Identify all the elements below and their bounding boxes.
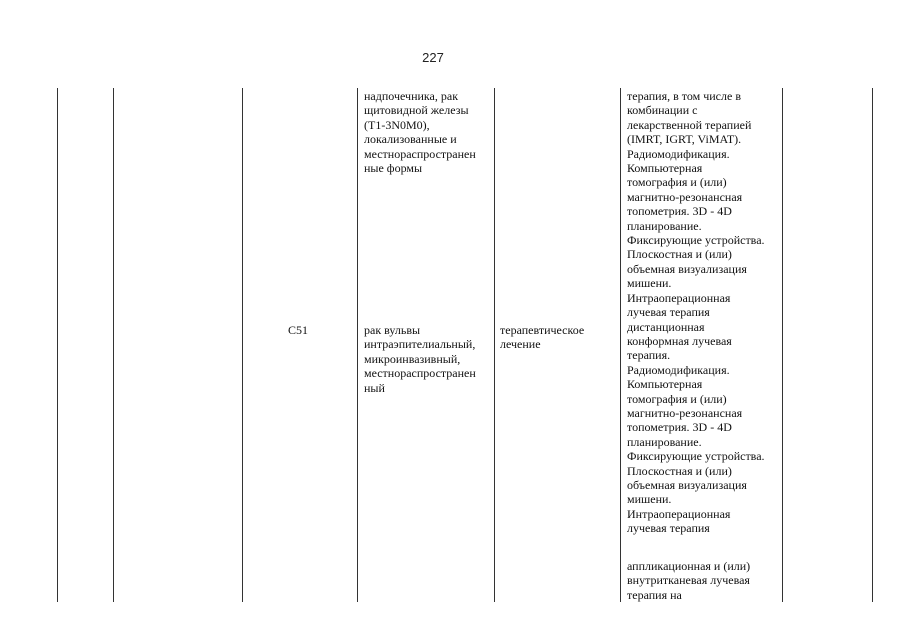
page-number: 227 [422,50,444,65]
table-border-col-4 [357,88,358,602]
table-border-right [872,88,873,602]
diagnosis-continuation-cell: надпочечника, рак щитовидной железы (T1-3N0M0), локализованные и местнораспространен ные формы [364,89,476,176]
table-border-left-inner [113,88,114,602]
table-border-left-outer [57,88,58,602]
table-border-col-7 [782,88,783,602]
table-border-col-6 [620,88,621,602]
treatment-method-cell-continued: аппликационная и (или) внутритканевая лучевая терапия на [627,559,751,602]
treatment-method-cell: терапия, в том числе в комбинации с лекарственной терапией (IMRT, IGRT, ViMAT). Радиомодификация. Компьютерная томография и (или) магнитно-резонансная топометрия. 3D - 4D планирование. Фиксирующие устройства. Плоскостная и (или) объемная визуализация мишени. Интраоперационная лучевая терапия дистанционная конформная лучевая терапия. Радиомодификация. Компьютерная томография и (или) магнитно-резонансная топометрия. 3D - 4D планирование. Фиксирующие устройства. Плоскостная и (или) объемная визуализация мишени. Интраоперационная лучевая терапия [627,89,765,536]
table-border-col-3 [242,88,243,602]
table-border-col-5 [494,88,495,602]
treatment-type-cell: терапевтическое лечение [500,323,585,352]
icd-code-cell: C51 [288,323,309,337]
diagnosis-cell: рак вульвы интраэпителиальный, микроинвазивный, местнораспространен ный [364,323,476,395]
